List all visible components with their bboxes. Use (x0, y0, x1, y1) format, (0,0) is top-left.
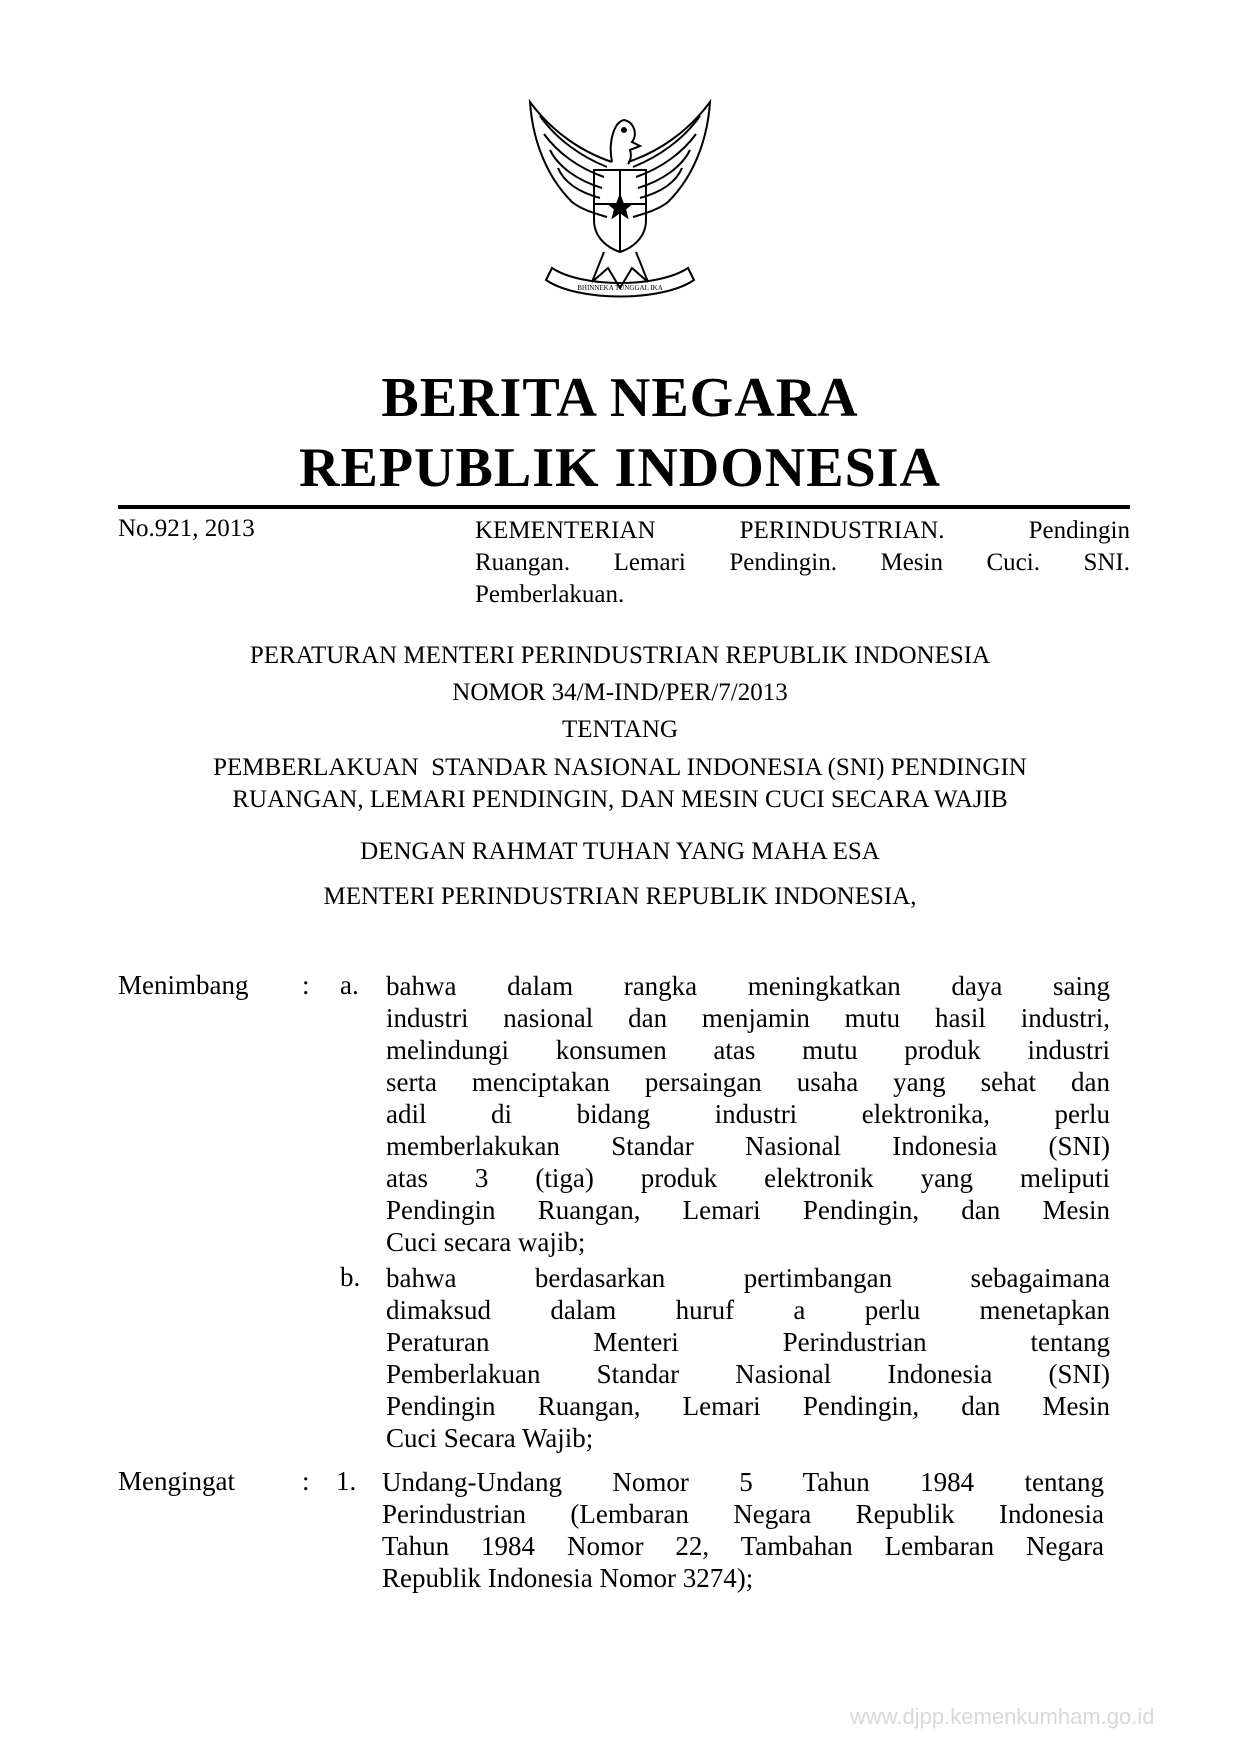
paragraph-line: Cuci secara wajib; (386, 1227, 586, 1257)
paragraph-line: Pendingin Ruangan, Lemari Pendingin, dan Mesin (386, 1195, 1110, 1225)
paragraph-line: Republik Indonesia Nomor 3274); (382, 1563, 754, 1593)
menimbang-label: Menimbang (118, 970, 249, 1000)
mengingat-label: Mengingat (118, 1466, 235, 1496)
paragraph-line: Pemberlakuan Standar Nasional Indonesia (SNI) (386, 1359, 1110, 1389)
ministry-subject (475, 515, 1130, 611)
menimbang-item-b (386, 1262, 1110, 1454)
menimbang-colon: : (302, 970, 310, 1000)
regulation-subject-line2: RUANGAN, LEMARI PENDINGIN, DAN MESIN CUCI SECARA WAJIB (232, 786, 1008, 813)
paragraph-line: Cuci Secara Wajib; (386, 1423, 594, 1453)
mengingat-item-1-marker: 1. (336, 1466, 357, 1496)
gazette-title-line2: REPUBLIK INDONESIA (299, 437, 941, 499)
paragraph-line: Undang-Undang Nomor 5 Tahun 1984 tentang (382, 1467, 1104, 1497)
paragraph-line: memberlakukan Standar Nasional Indonesia (SNI) (386, 1131, 1110, 1161)
emblem-motto: BHINNEKA TUNGGAL IKA (577, 284, 663, 292)
gazette-number: No.921, 2013 (118, 515, 255, 542)
menimbang-item-b-marker: b. (340, 1262, 361, 1292)
watermark-url: www.djpp.kemenkumham.go.id (850, 1704, 1155, 1729)
mengingat-item-1 (382, 1466, 1104, 1594)
minister-heading: MENTERI PERINDUSTRIAN REPUBLIK INDONESIA, (323, 883, 917, 910)
garuda-pancasila-emblem (512, 92, 728, 308)
paragraph-line: dimaksud dalam huruf a perlu menetapkan (386, 1295, 1110, 1325)
gazette-title-line1: BERITA NEGARA (381, 367, 859, 429)
paragraph-line: Perindustrian (Lembaran Negara Republik Indonesia (382, 1499, 1104, 1529)
paragraph-line: adil di bidang industri elektronika, perlu (386, 1099, 1110, 1129)
regulation-subject-line1: PEMBERLAKUAN STANDAR NASIONAL INDONESIA (SNI) PENDINGIN (213, 754, 1027, 781)
paragraph-line: serta menciptakan persaingan usaha yang sehat dan (386, 1067, 1110, 1097)
paragraph-line: Pendingin Ruangan, Lemari Pendingin, dan Mesin (386, 1391, 1110, 1421)
regulation-title: PERATURAN MENTERI PERINDUSTRIAN REPUBLIK INDONESIA (249, 642, 991, 669)
ministry-line: KEMENTERIAN PERINDUSTRIAN. Pendingin (475, 517, 1130, 544)
regulation-number: NOMOR 34/M-IND/PER/7/2013 (452, 679, 788, 706)
ministry-line: Ruangan. Lemari Pendingin. Mesin Cuci. SNI. (475, 549, 1130, 576)
paragraph-line: Tahun 1984 Nomor 22, Tambahan Lembaran Negara (382, 1531, 1104, 1561)
regulation-tentang: TENTANG (561, 716, 679, 743)
header-divider (118, 505, 1130, 509)
menimbang-item-a (386, 970, 1110, 1258)
menimbang-item-a-marker: a. (340, 970, 359, 1000)
paragraph-line: bahwa dalam rangka meningkatkan daya saing (386, 971, 1110, 1001)
paragraph-line: Peraturan Menteri Perindustrian tentang (386, 1327, 1110, 1357)
paragraph-line: bahwa berdasarkan pertimbangan sebagaimana (386, 1263, 1110, 1293)
paragraph-line: melindungi konsumen atas mutu produk industri (386, 1035, 1110, 1065)
invocation: DENGAN RAHMAT TUHAN YANG MAHA ESA (360, 838, 880, 865)
paragraph-line: atas 3 (tiga) produk elektronik yang meliputi (386, 1163, 1110, 1193)
paragraph-line: industri nasional dan menjamin mutu hasil industri, (386, 1003, 1110, 1033)
mengingat-colon: : (302, 1466, 310, 1496)
ministry-line: Pemberlakuan. (475, 581, 625, 608)
